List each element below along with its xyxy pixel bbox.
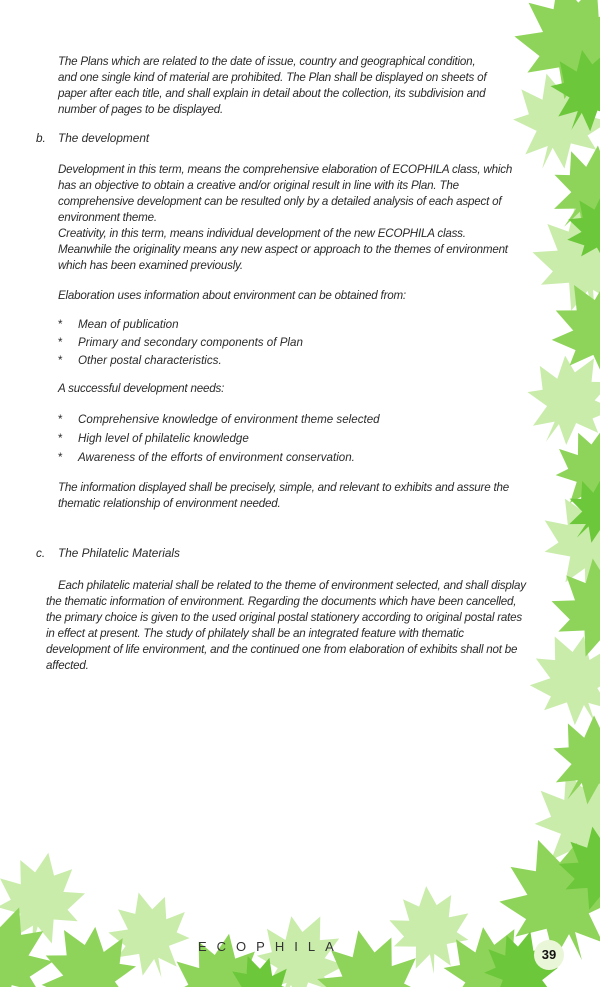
section-c-title: The Philatelic Materials — [58, 546, 180, 560]
list-item-label: Primary and secondary components of Plan — [78, 336, 303, 349]
bullet-star-icon: * — [58, 318, 63, 331]
closing-paragraph: The information displayed shall be precisely, simple, and relevant to exhibits and assure the thematic relationship of environment needed. — [58, 481, 509, 510]
needs-intro: A successful development needs: — [58, 382, 225, 395]
creativity-paragraph: Creativity, in this term, means individual development of the new ECOPHILA class. Meanwhile the originality means any new aspect or approach to the themes of environment which has been examined previously. — [58, 227, 508, 272]
bullet-star-icon: * — [58, 432, 63, 445]
bullet-star-icon: * — [58, 354, 63, 367]
list-item-label: Mean of publication — [78, 318, 179, 331]
list-item-label: Other postal characteristics. — [78, 354, 222, 367]
philatelic-materials-paragraph: Each philatelic material shall be related to the theme of environment selected, and shall display the thematic information of environment. Regarding the documents which have been cancelled, the primary choice is given to the used original postal stationery according to original postal rates in effect at present. The study of philately shall be an integrated feature with thematic development of life environment, and the continued one from elaboration of exhibits shall not be affected. — [46, 579, 526, 672]
section-b-title: The development — [58, 131, 150, 145]
intro-paragraph: The Plans which are related to the date of issue, country and geographical condition, and one single kind of material are prohibited. The Plan shall be displayed on sheets of paper after each title, and shall explain in detail about the collection, its subdivision and number of pages to be displayed. — [58, 55, 487, 116]
development-paragraph: Development in this term, means the comprehensive elaboration of ECOPHILA class, which has an objective to obtain a creative and/or original result in line with its Plan. The comprehensive development can be resulted only by a detailed analysis of each aspect of environment theme. — [58, 163, 513, 224]
list-item-label: Awareness of the efforts of environment conservation. — [78, 451, 355, 464]
section-b-marker: b. — [36, 131, 46, 145]
footer-title: ECOPHILA — [198, 939, 344, 954]
bullet-star-icon: * — [58, 336, 63, 349]
page-number: 39 — [534, 940, 564, 970]
list-item-label: High level of philatelic knowledge — [78, 432, 249, 445]
elaboration-intro: Elaboration uses information about environment can be obtained from: — [58, 289, 406, 302]
list-item-label: Comprehensive knowledge of environment theme selected — [78, 413, 380, 426]
section-c-marker: c. — [36, 546, 46, 560]
bullet-star-icon: * — [58, 451, 63, 464]
bullet-star-icon: * — [58, 413, 63, 426]
